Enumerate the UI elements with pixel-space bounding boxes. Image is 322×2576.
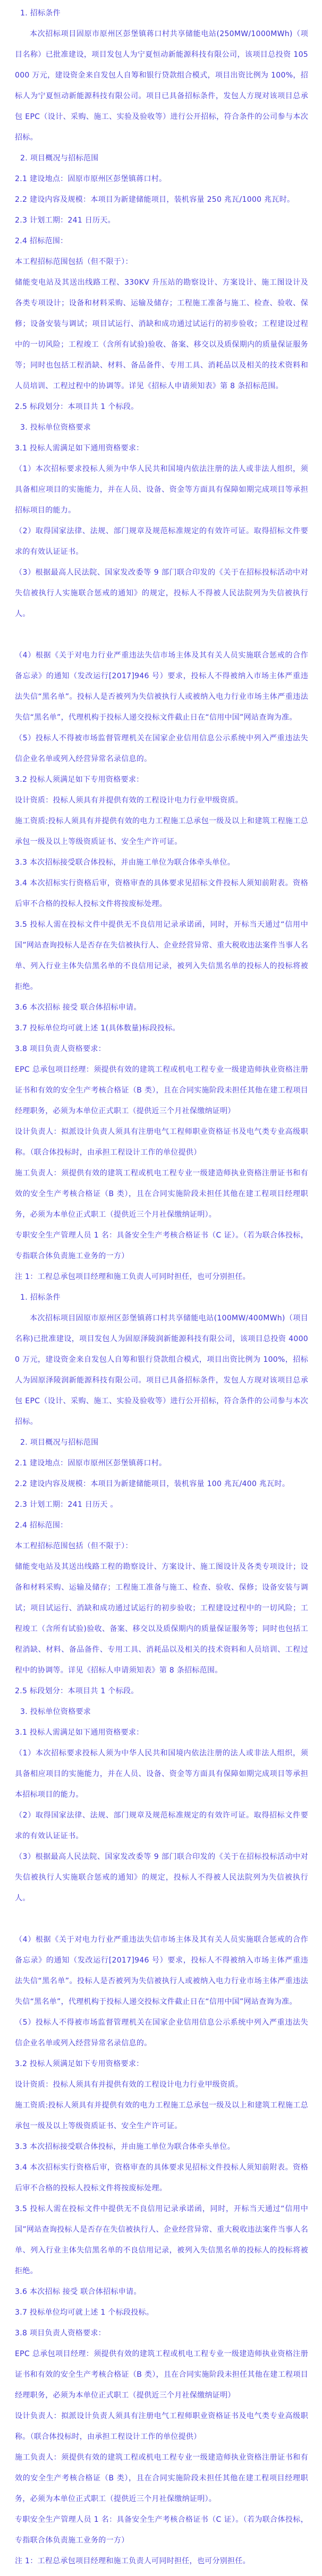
section-heading: 2. 项目概况与招标范围 xyxy=(20,1438,99,1447)
section-heading: 3. 投标单位资格要求 xyxy=(20,423,91,432)
paragraph: 2.3 计划工期：241 日历天 。 xyxy=(15,1500,118,1509)
paragraph: 2.5 标段划分：本项目共 1 个标段。 xyxy=(15,1687,139,1695)
paragraph: （4）根据《关于对电力行业严重违法失信市场主体及其有关人员实施联合惩戒的合作备忘录》的通知（发改运行[2017]946 号）要求，投标人不得被纳入市场主体严重违法失信“黑名单”。投标人是否被列为失信被执行人或被纳入电力行业市场主体严重违法失信“黑名单”，代理机构于投标人递交投标文件截止日在“信用中国”网站查询为准。 xyxy=(15,1935,308,2006)
paragraph: 3.3 本次招标接受联合体投标，并由施工单位为联合体牵头单位。 xyxy=(15,858,235,867)
paragraph: 专职安全生产管理人员 1 名：具备安全生产考核合格证书（C 证）。（若为联合体投标，专指联合体负责施工业务的一方） xyxy=(15,2515,308,2545)
paragraph: 3.1 投标人需满足如下通用资格要求： xyxy=(15,1728,144,1737)
paragraph: 3.8 项目负责人资格要求： xyxy=(15,1045,106,1053)
paragraph: 2.2 建设内容及规模：本项目为新建储能项目，装机容量 100 兆瓦/400 兆瓦时。 xyxy=(15,1480,290,1488)
paragraph: 注 1：工程总承包项目经理和施工负责人可同时担任，也可分别担任。 xyxy=(15,1273,250,1281)
paragraph: 3.4 本次招标实行资格后审，资格审查的具体要求见招标文件投标人须知前附表。资格后审不合格的投标人投标文件将按废标处理。 xyxy=(15,879,308,908)
section-heading: 2. 项目概况与招标范围 xyxy=(20,154,99,163)
section-heading: 1. 招标条件 xyxy=(20,1293,61,1302)
paragraph: 3.5 投标人需在投标文件中提供无不良信用记录承诺函，同时，开标当天通过“信用中国”网站查询投标人是否存在失信被执行人、企业经营异常、重大税收违法案件当事人名单、列入行业主体失信黑名单的不良信用记录，被列入失信黑名单的投标人的投标将被拒绝。 xyxy=(15,2205,308,2275)
paragraph: 2.5 标段划分：本项目共 1 个标段。 xyxy=(15,403,139,411)
paragraph: 3.6 本次招标 接受 联合体招标申请。 xyxy=(15,1003,141,1012)
paragraph: 3.2 投标人须满足如下专用资格要求： xyxy=(15,2060,144,2068)
paragraph: 注 1：工程总承包项目经理和施工负责人可同时担任，也可分别担任。 xyxy=(15,2557,250,2565)
paragraph: 设计负责人：拟派设计负责人须具有注册电气工程师职业资格证书及电气类专业高级职称。（联合体投标时，由承担工程设计工作的单位提供） xyxy=(15,2412,308,2441)
paragraph: 2.4 招标范围： xyxy=(15,1521,68,1530)
paragraph: 3.6 本次招标 接受 联合体招标申请。 xyxy=(15,2288,141,2296)
paragraph: （1）本次招标要求投标人须为中华人民共和国境内依法注册的法人或非法人组织，须具备相应项目的实施能力，并在人员、设备、资金等方面具有保障如期完成项目等承担招标项目的能力。 xyxy=(15,465,308,515)
paragraph: 本工程招标范围包括（但不限于）： xyxy=(15,1542,133,1550)
paragraph: 施工资质:投标人须具有并提供有效的电力工程施工总承包一级及以上和建筑工程施工总承包一级及以上等级资质证书、安全生产许可证。 xyxy=(15,2101,308,2130)
paragraph: （3）根据最高人民法院、国家发改委等 9 部门联合印发的《关于在招标投标活动中对失信被执行人实施联合惩戒的通知》的规定，投标人不得被人民法院列为失信被执行人。 xyxy=(15,1853,308,1903)
blank-line xyxy=(15,625,308,645)
section-heading: 1. 招标条件 xyxy=(20,9,61,18)
paragraph: 储能变电站及其送出线路工程的勘察设计、方案设计、施工图设计及各类专项设计；设备和材料采购、运输及储存；工程施工准备与施工、检查、验收、保修；设备安装与调试；项目试运行、消缺和成功通过试运行的初步验收；工程建设过程中的一切风险；工程竣工（含所有试验)验收、备案、移交以及质保期内的质量保证服务等；同时也包括工程消缺、材料、备品备件、专用工具、消耗品以及相关的技术资料和人员培训、工程过程中的协调等。详见《招标人申请须知表》第 8 条招标范围。 xyxy=(15,1563,308,1675)
paragraph: 设计负责人：拟派设计负责人须具有注册电气工程师职业资格证书及电气类专业高级职称。（联合体投标时，由承担工程设计工作的单位提供） xyxy=(15,1128,308,1157)
paragraph: （4）根据《关于对电力行业严重违法失信市场主体及其有关人员实施联合惩戒的合作备忘录》的通知（发改运行[2017]946 号）要求，投标人不得被纳入市场主体严重违法失信“黑名单”。投标人是否被列为失信被执行人或被纳入电力行业市场主体严重违法失信“黑名单”，代理机构于投标人递交投标文件截止日在“信用中国”网站查询为准。 xyxy=(15,651,308,722)
paragraph: 2.1 建设地点：固原市原州区彭堡镇蒋口村。 xyxy=(15,1459,167,1468)
paragraph: 设计资质：投标人须具有并提供有效的工程设计电力行业甲级资质。 xyxy=(15,796,243,805)
paragraph: （5）投标人不得被市场监督管理机关在国家企业信用信息公示系统中列入严重违法失信企业名单或列入经营异常名录信息的。 xyxy=(15,2018,308,2048)
paragraph: 3.7 投标单位均可就上述 1 个标段投标。 xyxy=(15,2308,154,2317)
blank-line xyxy=(15,1909,308,1930)
paragraph: 3.5 投标人需在投标文件中提供无不良信用记录承诺函，同时，开标当天通过“信用中国”网站查询投标人是否存在失信被执行人、企业经营异常、重大税收违法案件当事人名单、列入行业主体失信黑名单的不良信用记录，被列入失信黑名单的投标人的投标将被拒绝。 xyxy=(15,920,308,991)
paragraph: 施工负责人：须提供有效的建筑工程或机电工程专业一级建造师执业资格注册证书和有效的安全生产考核合格证（B 类），且在合同实施阶段未担任其他在建工程项目经理职务，必须为本单位正式职工（提供近三个月社保缴纳证明）。 xyxy=(15,2453,308,2503)
paragraph: 2.2 建设内容及规模：本项目为新建储能项目，装机容量 250 兆瓦/1000 兆瓦时。 xyxy=(15,195,295,204)
paragraph: 3.7 投标单位均可就上述 1(具体数量)标段投标。 xyxy=(15,1024,180,1033)
paragraph: EPC 总承包项目经理：须提供有效的建筑工程或机电工程专业一级建造师执业资格注册证书和有效的安全生产考核合格证（B 类），且在合同实施阶段未担任其他在建工程项目经理职务，必须为本单位正式职工（提供近三个月社保缴纳证明） xyxy=(15,1065,308,1115)
paragraph: 本次招标项目固原市原州区彭堡镇蒋口村共享储能电站(100MW/400MWh)（项目名称)已批准建设，项目发包人为固原泽陵润新能源科技有限公司，该项目总投资 40000 万元，建设资金来自发包人自筹和银行贷款组合模式，项目出资比例为 100%，招标人为固原泽陵润新能源科技有限公司。项目已具备招标条件，发包人方现对该项目总承包 EPC（设计、采购、施工、实验及验收等）进行公开招标，符合条件的公司参与本次招标。 xyxy=(15,1314,308,1426)
paragraph: 施工负责人：须提供有效的建筑工程或机电工程专业一级建造师执业资格注册证书和有效的安全生产考核合格证（B 类），且在合同实施阶段未担任其他在建工程项目经理职务，必须为本单位正式职工（提供近三个月社保缴纳证明）。 xyxy=(15,1169,308,1219)
paragraph: （5）投标人不得被市场监督管理机关在国家企业信用信息公示系统中列入严重违法失信企业名单或列入经营异常名录信息的。 xyxy=(15,734,308,763)
paragraph: 本工程招标范围包括（但不限于）： xyxy=(15,258,133,266)
paragraph: （2）取得国家法律、法规、部门规章及规范标准规定的有效许可证。取得招标文件要求的有效认证证书。 xyxy=(15,527,308,556)
paragraph: 2.4 招标范围： xyxy=(15,237,68,245)
paragraph: （1）本次招标要求投标人须为中华人民共和国境内依法注册的法人或非法人组织，须具备相应项目的实施能力，并在人员、设备、资金等方面具有保障如期完成项目等承担本招标项目的能力。 xyxy=(15,1749,308,1799)
paragraph: 施工资质:投标人须具有并提供有效的电力工程施工总承包一级及以上和建筑工程施工总承包一级及以上等级资质证书、安全生产许可证。 xyxy=(15,817,308,846)
paragraph: 2.1 建设地点：固原市原州区彭堡镇蒋口村。 xyxy=(15,175,167,183)
paragraph: 储能变电站及其送出线路工程、330KV 升压站的勘察设计、方案设计、施工图设计及各类专项设计；设备和材料采购、运输及储存；工程施工准备与施工、检查、验收、保修；设备安装与调试；项目试运行、消缺和成功通过试运行的初步验收；工程建设过程中的一切风险；工程竣工（含所有试验)验收、备案、移交以及质保期内的质量保证服务等；同时也包括工程消缺、材料、备品备件、专用工具、消耗品以及相关的技术资料和人员培训、工程过程中的协调等。详见《招标人申请须知表》第 8 条招标范围。 xyxy=(15,278,308,390)
paragraph: 3.4 本次招标实行资格后审，资格审查的具体要求见招标文件投标人须知前附表。资格后审不合格的投标人投标文件将按废标处理。 xyxy=(15,2163,308,2193)
paragraph: 3.8 项目负责人资格要求： xyxy=(15,2329,106,2338)
paragraph: 3.1 投标人需满足如下通用资格要求： xyxy=(15,444,144,453)
paragraph: 设计资质：投标人须具有并提供有效的工程设计电力行业甲级资质。 xyxy=(15,2080,243,2089)
paragraph: （3）根据最高人民法院、国家发改委等 9 部门联合印发的《关于在招标投标活动中对失信被执行人实施联合惩戒的通知》的规定，投标人不得被人民法院列为失信被执行人。 xyxy=(15,568,308,618)
paragraph: 2.3 计划工期：241 日历天。 xyxy=(15,216,115,225)
bid-announcement-section-2 xyxy=(15,1287,308,2572)
paragraph: EPC 总承包项目经理：须提供有效的建筑工程或机电工程专业一级建造师执业资格注册证书和有效的安全生产考核合格证（B 类），且在合同实施阶段未担任其他在建工程项目经理职务，必须为本单位正式职工（提供近三个月社保缴纳证明） xyxy=(15,2350,308,2400)
paragraph: 本次招标项目固原市原州区彭堡镇蒋口村共享储能电站(250MW/1000MWh)（项目名称）已批准建设，项目发包人为宁夏恒动新能源科技有限公司，该项目总投资 105000 万元，建设资金来自发包人自筹和银行贷款组合模式，项目出资比例为 100%，招标人为宁夏恒动新能源科技有限公司。项目已具备招标条件，发包人方现对该项目总承包 EPC（设计、采购、施工、实验及验收等）进行公开招标，符合条件的公司参与本次招标。 xyxy=(15,30,308,142)
paragraph: 3.2 投标人须满足如下专用资格要求： xyxy=(15,775,144,784)
section-heading: 3. 投标单位资格要求 xyxy=(20,1708,91,1716)
paragraph: （2）取得国家法律、法规、部门规章及规范标准规定的有效许可证。取得招标文件要求的有效认证证书。 xyxy=(15,1811,308,1840)
paragraph: 3.3 本次招标接受联合体投标，并由施工单位为联合体牵头单位。 xyxy=(15,2143,235,2151)
bid-announcement-section-1 xyxy=(15,3,308,1287)
paragraph: 专职安全生产管理人员 1 名：具备安全生产考核合格证书（C 证）。（若为联合体投标，专指联合体负责施工业务的一方） xyxy=(15,1231,308,1260)
